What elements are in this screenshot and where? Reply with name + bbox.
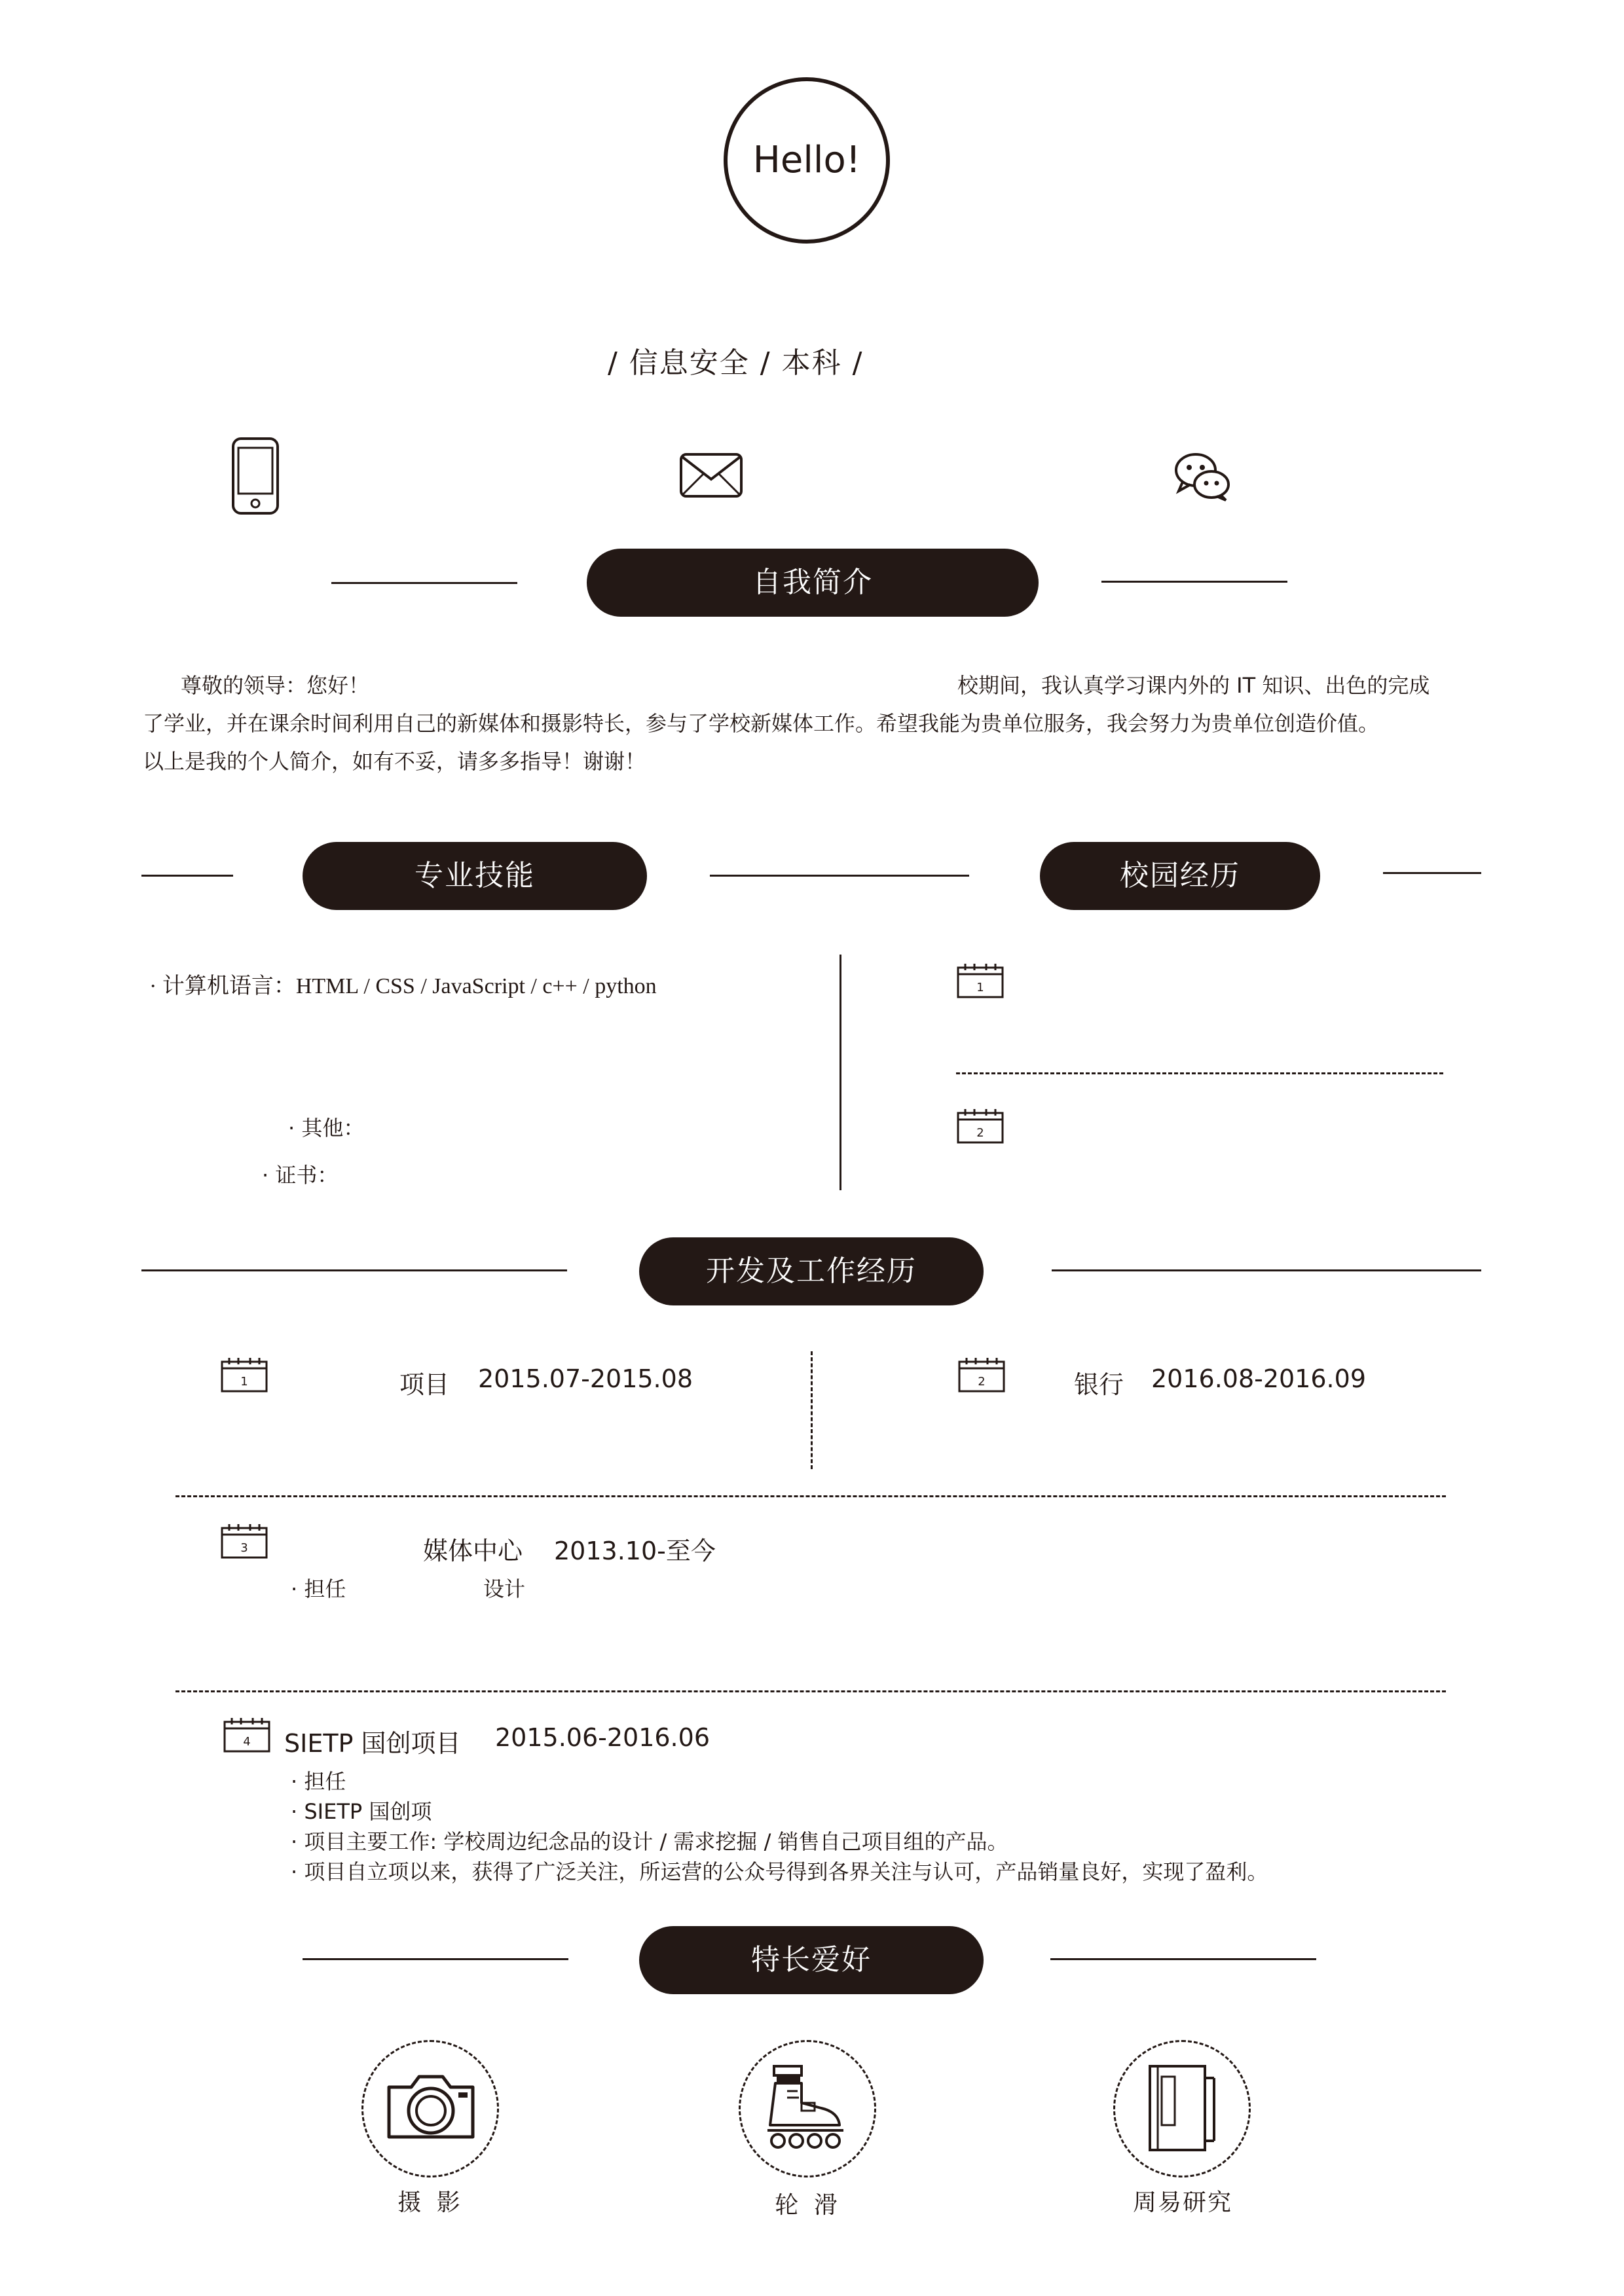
- work-2-date: 2016.08-2016.09: [1151, 1364, 1366, 1393]
- calendar-number: 2: [976, 1126, 984, 1140]
- dashed-divider: [956, 1072, 1443, 1074]
- section-skills-title: 专业技能: [303, 842, 647, 910]
- divider-line: [141, 875, 233, 877]
- dashed-divider: [175, 1495, 1446, 1497]
- mail-icon: [678, 452, 744, 499]
- work-1-title: 项目: [399, 1370, 450, 1399]
- hello-badge: [724, 77, 890, 244]
- hobby-label: 轮 滑: [775, 2192, 841, 2219]
- camera-icon: [382, 2068, 479, 2146]
- skill-other: · 其他：: [288, 1116, 365, 1140]
- work-4-bullet-2: · SIETP 国创项: [291, 1799, 432, 1824]
- calendar-icon: [220, 1357, 268, 1393]
- work-4-title: SIETP 国创项目: [284, 1729, 461, 1758]
- hobby-label: 周易研究: [1132, 2189, 1232, 2216]
- calendar-number: 4: [243, 1735, 251, 1749]
- calendar-number: 1: [240, 1375, 248, 1389]
- dashed-column-divider: [811, 1351, 813, 1469]
- divider-line: [331, 582, 517, 584]
- intro-line-2: 了学业，并在课余时间利用自己的新媒体和摄影特长，参与了学校新媒体工作。希望我能为贵单位服务，我会努力为贵单位创造价值。: [143, 711, 1380, 736]
- book-icon: [1146, 2062, 1218, 2154]
- work-2-title: 银行: [1074, 1370, 1124, 1399]
- section-hobbies-title: 特长爱好: [639, 1926, 984, 1994]
- roller-skate-icon: [758, 2062, 857, 2154]
- wechat-icon: [1173, 450, 1231, 503]
- calendar-icon: [957, 1357, 1006, 1393]
- work-3-bullet-1: · 担任: [291, 1576, 346, 1601]
- calendar-icon: [956, 1108, 1005, 1144]
- divider-line: [710, 875, 969, 877]
- work-4-date: 2015.06-2016.06: [495, 1723, 710, 1752]
- dashed-divider: [175, 1690, 1446, 1692]
- calendar-icon: [956, 962, 1005, 999]
- skill-languages: · 计算机语言：HTML / CSS / JavaScript / c++ / python: [149, 974, 657, 998]
- column-divider: [840, 955, 841, 1190]
- divider-line: [1050, 1958, 1316, 1960]
- hobby-label: 摄 影: [397, 2189, 464, 2216]
- hello-text: Hello!: [752, 139, 861, 181]
- section-intro-title: 自我简介: [587, 549, 1039, 617]
- work-3-date: 2013.10-至今: [554, 1537, 716, 1565]
- subtitle: / 信息安全 / 本科 /: [608, 346, 864, 380]
- divider-line: [141, 1269, 567, 1271]
- skill-certs: · 证书：: [262, 1163, 339, 1188]
- calendar-number: 2: [978, 1375, 986, 1389]
- intro-line-3: 以上是我的个人简介，如有不妥，请多多指导！谢谢！: [143, 749, 646, 774]
- work-4-bullet-3: · 项目主要工作: 学校周边纪念品的设计 / 需求挖掘 / 销售自己项目组的产品。: [291, 1829, 1008, 1854]
- divider-line: [1052, 1269, 1481, 1271]
- calendar-number: 3: [240, 1541, 248, 1555]
- work-3-bullet-1b: 设计: [483, 1576, 526, 1601]
- work-4-bullet-1: · 担任: [291, 1769, 346, 1794]
- intro-line-1-end: 校期间，我认真学习课内外的 IT 知识、出色的完成: [957, 673, 1430, 698]
- section-work-title: 开发及工作经历: [639, 1237, 984, 1305]
- calendar-icon: [220, 1523, 268, 1559]
- divider-line: [1383, 872, 1481, 874]
- calendar-icon: [223, 1717, 271, 1753]
- phone-icon: [231, 436, 280, 516]
- divider-line: [1101, 581, 1287, 583]
- intro-line-1-start: 尊敬的领导：您好！: [181, 673, 370, 698]
- work-1-date: 2015.07-2015.08: [478, 1364, 693, 1393]
- calendar-number: 1: [976, 981, 984, 994]
- work-4-bullet-4: · 项目自立项以来，获得了广泛关注，所运营的公众号得到各界关注与认可，产品销量良好，实现了盈利。: [291, 1859, 1268, 1884]
- work-3-title: 媒体中心: [423, 1537, 523, 1565]
- section-campus-title: 校园经历: [1040, 842, 1320, 910]
- divider-line: [303, 1958, 568, 1960]
